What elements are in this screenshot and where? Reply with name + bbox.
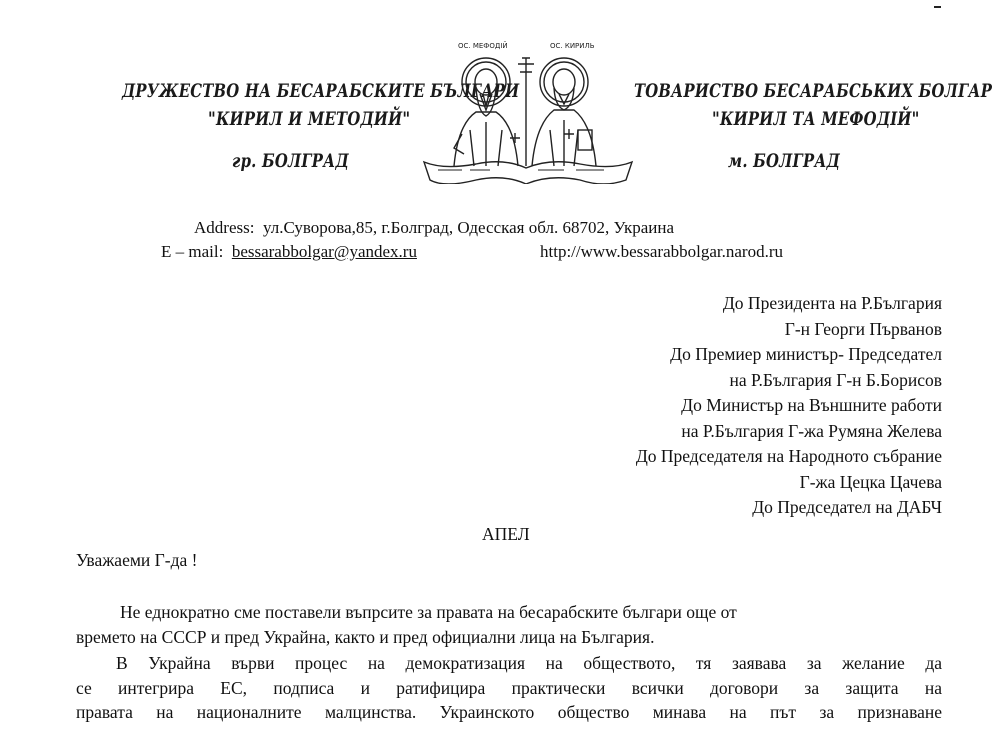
- recipient-line: на Р.България Г-н Б.Борисов: [729, 369, 942, 390]
- paragraph-line: се интегрира ЕС, подписа и ратифицира практически всички договори за защита на: [76, 677, 942, 698]
- email-line: [161, 242, 417, 262]
- emblem-caption-right: ОС. КИРИЛЬ: [550, 42, 595, 50]
- address-line: [194, 218, 674, 238]
- paragraph-line: В Украйна върви процес на демократизация на обществото, тя заявава за желание да: [116, 653, 942, 673]
- org-city-ua: м. БОЛГРАД: [728, 150, 841, 172]
- paragraph-1: [76, 600, 942, 649]
- recipients-block: [636, 291, 942, 521]
- recipient-line: До Председателя на Народното събрание: [635, 446, 942, 466]
- paragraph-2: [76, 651, 942, 725]
- recipient-line: на Р.България Г-жа Румяна Желева: [681, 420, 942, 441]
- website-text: http://www.bessarabbolgar.narod.ru: [540, 242, 783, 261]
- org-name-bg-line1: ДРУЖЕСТВО НА БЕСАРАБСКИТЕ БЪЛГАРИ: [122, 80, 520, 102]
- org-name-bg-line2: "КИРИЛ И МЕТОДИЙ": [208, 108, 411, 130]
- recipient-line: Г-н Георги Първанов: [784, 318, 942, 339]
- paragraph-line: времето на СССР и пред Украйна, както и пред официални лица на България.: [76, 626, 655, 647]
- recipient-line: До Министър на Външните работи: [681, 395, 942, 415]
- recipient-line: До Президента на Р.България: [722, 293, 942, 313]
- recipient-line: До Премиер министър- Председател: [670, 344, 942, 364]
- paragraph-line: Не еднократно сме поставели въпрсите за правата на бесарабските българи още от: [120, 602, 737, 622]
- corner-mark: [934, 6, 941, 8]
- address-label: Address:: [194, 218, 255, 237]
- address-text: ул.Суворова,85, г.Болград, Одесская обл. 68702, Украина: [262, 218, 675, 237]
- emblem-caption-left: ОС. МЕФОДІЙ: [458, 42, 508, 50]
- email-link[interactable]: bessarabbolgar@yandex.ru: [231, 242, 417, 261]
- salutation: Уважаеми Г-да !: [76, 550, 198, 570]
- letter-title: АПЕЛ: [482, 524, 530, 544]
- email-label: E – mail:: [161, 242, 224, 261]
- org-city-bg: гр. БОЛГРАД: [232, 150, 349, 172]
- paragraph-line: правата на националните малцинства. Украинското общество минава на път за признаване: [76, 702, 942, 722]
- recipient-line: До Председател на ДАБЧ: [752, 497, 942, 517]
- recipient-line: Г-жа Цецка Цачева: [799, 471, 942, 492]
- org-name-ua-line1: ТОВАРИСТВО БЕСАРАБСЬКИХ БОЛГАР: [634, 80, 993, 102]
- saints-emblem-icon: [414, 38, 642, 184]
- org-name-ua-line2: "КИРИЛ ТА МЕФОДІЙ": [712, 108, 920, 130]
